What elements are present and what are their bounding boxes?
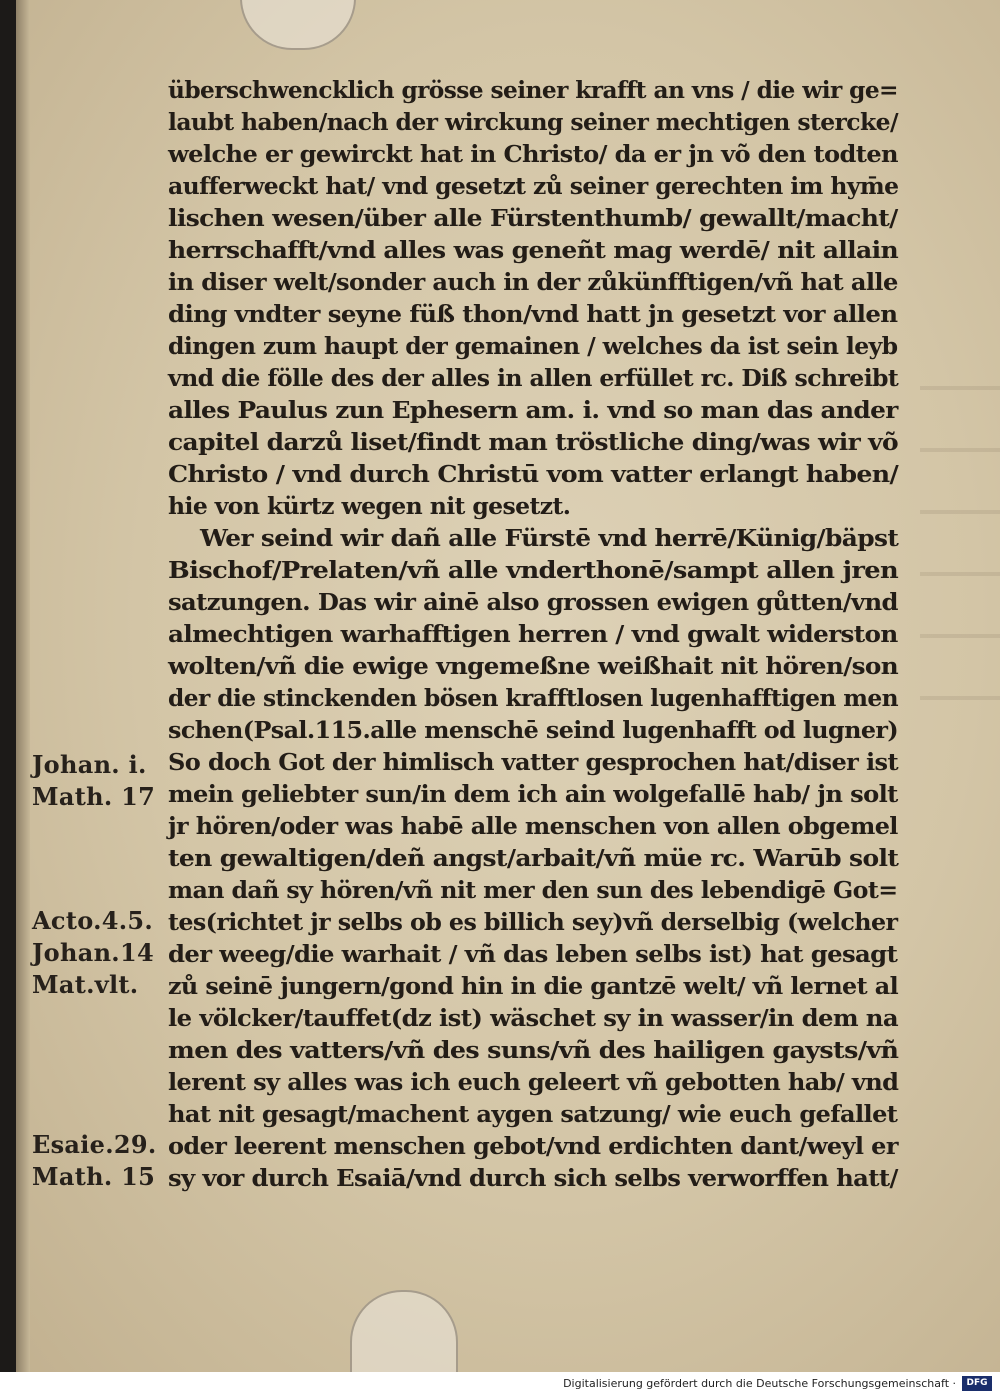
text-line: oder leerent menschen gebot/vnd erdichten dant/weyl er <box>168 1132 898 1160</box>
text-line: hat nit gesagt/machent aygen satzung/ wie euch gefallet <box>168 1100 898 1128</box>
text-line: almechtigen warhafftigen herren / vnd gwalt widerston <box>168 620 898 648</box>
margin-note: Johan.14 <box>32 938 154 967</box>
text-line: le völcker/tauffet(dz ist) wäschet sy in wasser/in dem na <box>168 1004 898 1032</box>
margin-note: Acto.4.5. <box>32 906 154 935</box>
text-line: capitel darzů liset/findt man tröstliche ding/was wir võ <box>168 428 899 456</box>
text-line: alles Paulus zun Ephesern am. i. vnd so man das ander <box>168 396 898 424</box>
text-line: jr hören/oder was habē alle menschen von allen obgemel <box>168 812 898 840</box>
text-line: Christo / vnd durch Christū vom vatter erlangt haben/ <box>168 460 899 488</box>
text-line: satzungen. Das wir ainē also grossen ewigen gůtten/vnd <box>168 588 898 616</box>
text-line: laubt haben/nach der wirckung seiner mechtigen stercke/ <box>168 108 898 136</box>
text-line: hie von kürtz wegen nit gesetzt. <box>168 492 571 520</box>
page-edge <box>16 0 30 1372</box>
text-line: Bischof/Prelaten/vñ alle vnderthonē/sampt allen jren <box>168 556 899 584</box>
text-line: schen(Psal.115.alle menschē seind lugenhafft od lugner) <box>168 716 899 744</box>
text-line: tes(richtet jr selbs ob es billich sey)vñ derselbig (welcher <box>168 908 898 936</box>
text-line: sy vor durch Esaiā/vnd durch sich selbs verworffen hatt/ <box>168 1164 898 1192</box>
text-line: man dañ sy hören/vñ nit mer den sun des lebendigē Got= <box>168 876 898 904</box>
margin-note: Esaie.29. <box>32 1130 157 1159</box>
text-line: lischen wesen/über alle Fürstenthumb/ gewallt/macht/ <box>168 204 898 232</box>
text-line: zů seinē jungern/gond hin in die gantzē welt/ vñ lernet al <box>168 972 899 1000</box>
text-line: wolten/vñ die ewige vngemeßne weißhait nit hören/son <box>168 652 899 680</box>
show-through-text <box>920 360 1000 700</box>
text-line: men des vatters/vñ des suns/vñ des hailigen gaysts/vñ <box>168 1036 899 1064</box>
margin-note: Math. 17 <box>32 782 156 811</box>
text-line: der die stinckenden bösen krafftlosen lugenhafftigen men <box>168 684 898 712</box>
text-line: der weeg/die warhait / vñ das leben selbs ist) hat gesagt <box>168 940 898 968</box>
text-line: überschwencklich grösse seiner krafft an vns / die wir ge= <box>168 76 898 104</box>
footer-bar <box>0 1372 1000 1397</box>
text-line: vnd die fölle des der alles in allen erfüllet rc. Diß schreibt <box>168 364 899 392</box>
text-line: ding vndter seyne füß thon/vnd hatt jn gesetzt vor allen <box>168 300 898 328</box>
margin-note: Math. 15 <box>32 1162 156 1191</box>
text-line: So doch Got der himlisch vatter gesprochen hat/diser ist <box>168 748 898 776</box>
text-line-indented: Wer seind wir dañ alle Fürstē vnd herrē/Künig/bäpst <box>200 524 899 552</box>
text-line: ten gewaltigen/deñ angst/arbait/vñ müe rc. Warūb solt <box>168 844 899 872</box>
footer-credit: Digitalisierung gefördert durch die Deutsche Forschungsgemeinschaft · <box>563 1377 956 1390</box>
margin-note: Mat.vlt. <box>32 970 139 999</box>
text-line: mein geliebter sun/in dem ich ain wolgefallē hab/ jn solt <box>168 780 898 808</box>
text-line: herrschafft/vnd alles was geneñt mag werdē/ nit allain <box>168 236 899 264</box>
text-line: in diser welt/sonder auch in der zůkünfftigen/vñ hat alle <box>168 268 898 296</box>
text-line: welche er gewirckt hat in Christo/ da er jn võ den todten <box>168 140 899 168</box>
margin-note: Johan. i. <box>32 750 147 779</box>
text-line: lerent sy alles was ich euch geleert vñ gebotten hab/ vnd <box>168 1068 899 1096</box>
text-line: aufferweckt hat/ vnd gesetzt zů seiner gerechten im hym̄e <box>168 172 899 200</box>
text-line: dingen zum haupt der gemainen / welches da ist sein leyb <box>168 332 898 360</box>
dfg-logo: DFG <box>962 1376 992 1391</box>
